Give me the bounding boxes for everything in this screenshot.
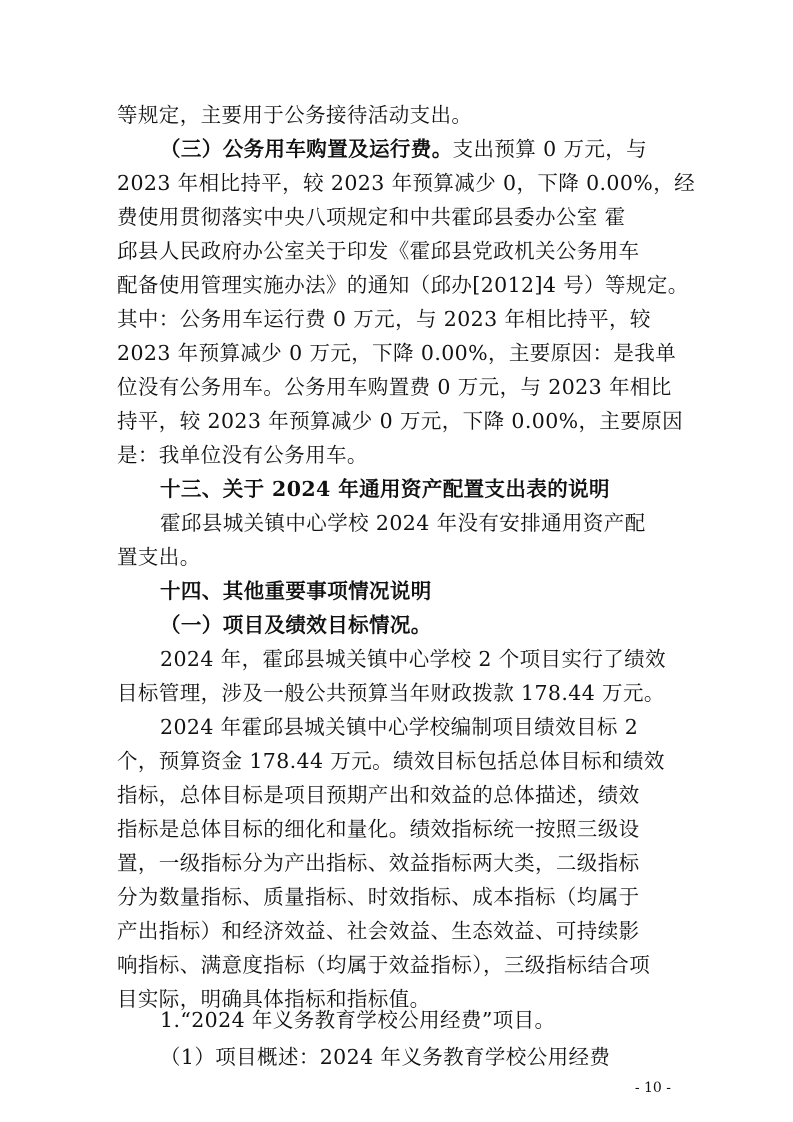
paragraph-line: （1）项目概述：2024 年义务教育学校公用经费 bbox=[160, 1045, 611, 1069]
paragraph-line: 目实际，明确具体指标和指标值。 bbox=[117, 987, 431, 1011]
paragraph-line: 其中：公务用车运行费 0 万元，与 2023 年相比持平，较 bbox=[117, 307, 651, 331]
paragraph-line: 邱县人民政府办公室关于印发《霍邱县党政机关公务用车 bbox=[117, 239, 640, 263]
paragraph-line: 分为数量指标、质量指标、时效指标、成本指标（均属于 bbox=[117, 885, 640, 909]
paragraph-line: 1.“2024 年义务教育学校公用经费”项目。 bbox=[160, 1008, 556, 1032]
section-heading: （三）公务用车购置及运行费。 bbox=[160, 137, 453, 161]
paragraph-line bbox=[160, 132, 677, 166]
paragraph-line: 是：我单位没有公务用车。 bbox=[117, 443, 368, 467]
subsection-heading: （一）项目及绩效目标情况。 bbox=[160, 613, 432, 637]
paragraph-line: 2023 年相比持平，较 2023 年预算减少 0，下降 0.00%，经 bbox=[117, 171, 695, 195]
paragraph-text: 支出预算 0 万元，与 bbox=[452, 137, 648, 161]
paragraph-line: 2023 年预算减少 0 万元，下降 0.00%，主要原因：是我单 bbox=[117, 341, 677, 365]
paragraph-line: 产出指标）和经济效益、社会效益、生态效益、可持续影 bbox=[117, 919, 640, 943]
paragraph-line: 等规定，主要用于公务接待活动支出。 bbox=[117, 103, 473, 127]
paragraph-line: 指标是总体目标的细化和量化。绩效指标统一按照三级设 bbox=[117, 817, 640, 841]
paragraph-line: 霍邱县城关镇中心学校 2024 年没有安排通用资产配 bbox=[160, 511, 646, 535]
paragraph-line: 位没有公务用车。公务用车购置费 0 万元，与 2023 年相比 bbox=[117, 375, 672, 399]
paragraph-line: 2024 年，霍邱县城关镇中心学校 2 个项目实行了绩效 bbox=[160, 647, 666, 671]
section-heading: 十三、关于 2024 年通用资产配置支出表的说明 bbox=[160, 477, 610, 501]
paragraph-line: 响指标、满意度指标（均属于效益指标），三级指标结合项 bbox=[117, 953, 651, 977]
paragraph-line: 持平，较 2023 年预算减少 0 万元，下降 0.00%，主要原因 bbox=[117, 409, 684, 433]
paragraph-line: 费使用贯彻落实中央八项规定和中共霍邱县委办公室 霍 bbox=[117, 205, 626, 229]
page-number: - 10 - bbox=[634, 1080, 671, 1096]
paragraph-line: 置支出。 bbox=[117, 545, 201, 569]
paragraph-line: 指标，总体目标是项目预期产出和效益的总体描述，绩效 bbox=[117, 783, 640, 807]
paragraph-line: 置，一级指标分为产出指标、效益指标两大类，二级指标 bbox=[117, 851, 640, 875]
paragraph-line: 配备使用管理实施办法》的通知（邱办[2012]4 号）等规定。 bbox=[117, 273, 689, 297]
paragraph-line: 目标管理，涉及一般公共预算当年财政拨款 178.44 万元。 bbox=[117, 681, 665, 705]
paragraph-line: 2024 年霍邱县城关镇中心学校编制项目绩效目标 2 bbox=[160, 715, 639, 739]
paragraph-line: 个，预算资金 178.44 万元。绩效目标包括总体目标和绩效 bbox=[117, 749, 665, 773]
section-heading: 十四、其他重要事项情况说明 bbox=[160, 579, 432, 603]
